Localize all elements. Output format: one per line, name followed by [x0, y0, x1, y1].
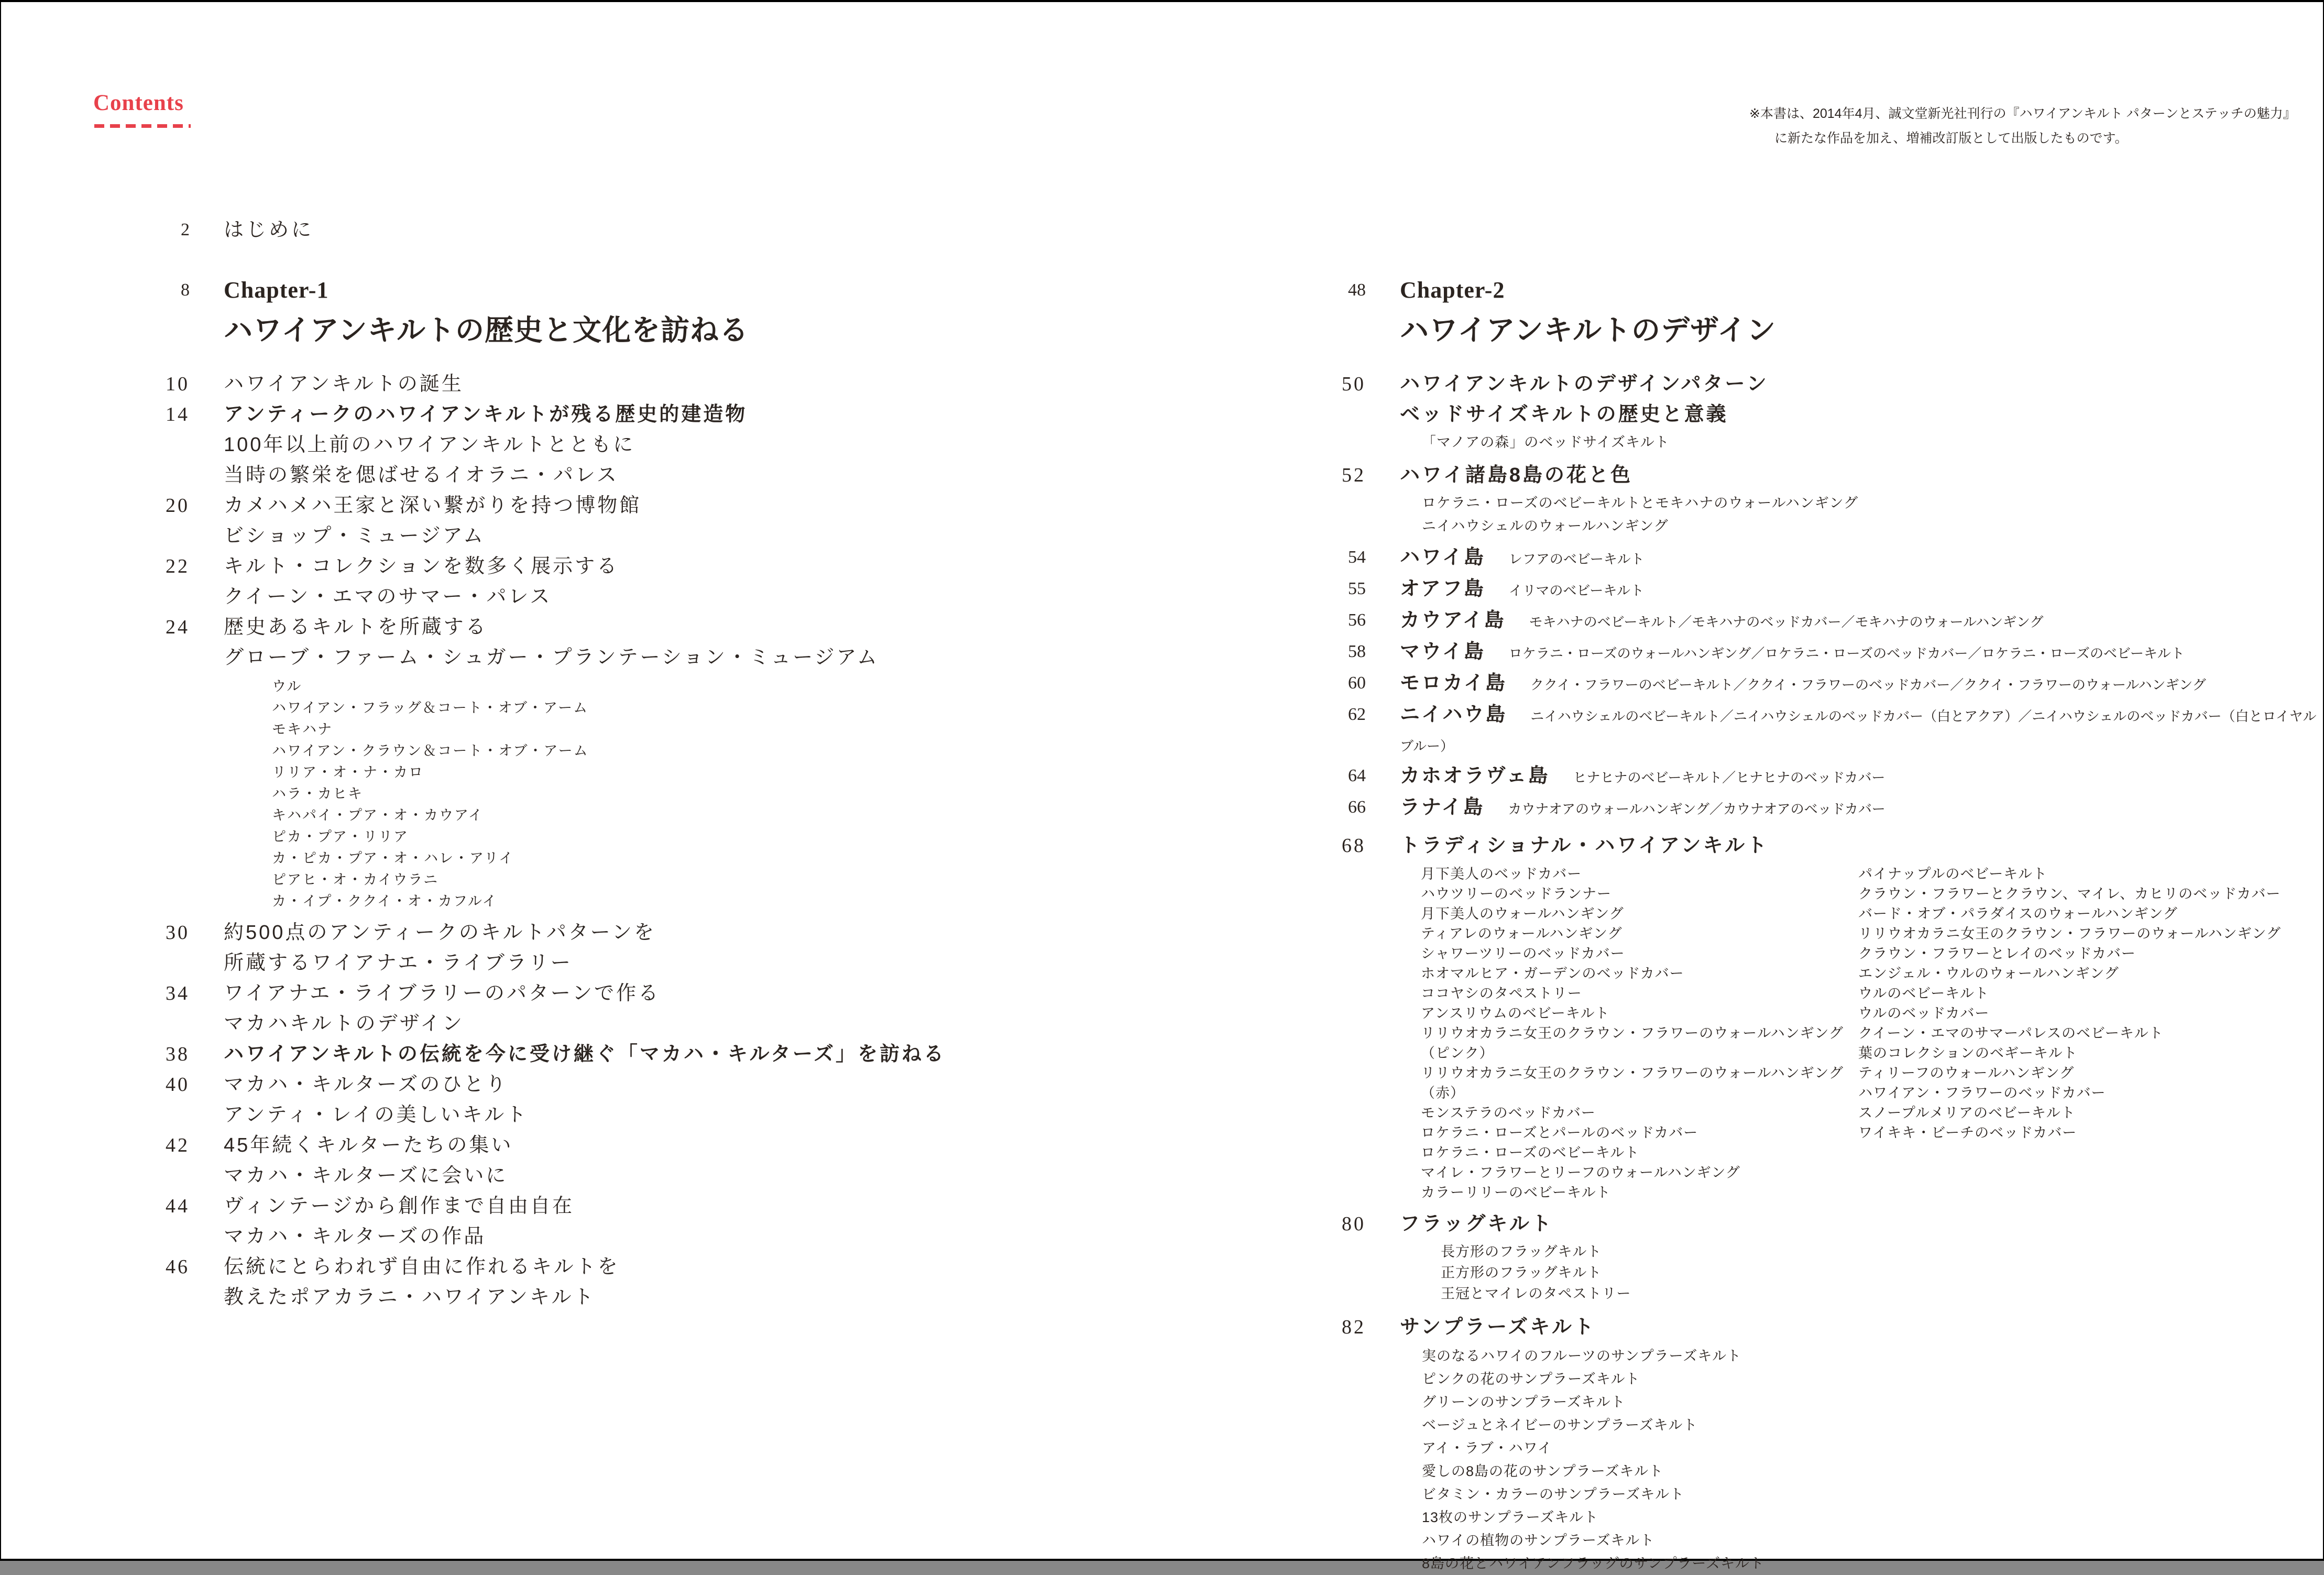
- page-number: 14: [166, 403, 190, 425]
- quilt-name: リリウオカラニ女王のクラウン・フラワーのウォールハンギング（ピンク）: [1421, 1025, 1844, 1061]
- page-number: 30: [166, 922, 190, 944]
- entry-title: 歴史あるキルトを所蔵する: [224, 616, 488, 638]
- page-number: 66: [1348, 797, 1366, 817]
- island-name: モロカイ島: [1400, 672, 1507, 694]
- toc-entry-island: [1306, 701, 2323, 762]
- page-number: 46: [166, 1256, 190, 1278]
- island-name: ニイハウ島: [1400, 704, 1507, 726]
- quilt-name: ウルのベッドカバー: [1858, 1005, 1990, 1021]
- page-number: 22: [166, 555, 190, 577]
- page-number: 64: [1348, 766, 1366, 785]
- quilt-name: ワイキキ・ビーチのベッドカバー: [1858, 1125, 2077, 1141]
- toc-entry: [129, 1069, 946, 1130]
- quilt-name: モンステラのベッドカバー: [1421, 1105, 1596, 1121]
- quilt-name-list: [1422, 1344, 1764, 1575]
- toc-entry-island: [1306, 575, 2323, 607]
- toc-entry: [1306, 1209, 2323, 1312]
- entry-subtitle: ビショップ・ミュージアム: [224, 525, 486, 547]
- entry-title: キルト・コレクションを数多く展示する: [224, 555, 619, 577]
- page-number: 55: [1348, 579, 1366, 598]
- quilt-name: カ・イプ・ククイ・オ・カフルイ: [272, 893, 498, 909]
- entry-title: はじめに: [224, 219, 314, 241]
- page-number: 44: [166, 1195, 190, 1217]
- quilt-name: クラウン・フラワーとクラウン、マイレ、カヒリのベッドカバー: [1858, 886, 2281, 902]
- toc-entry: [129, 917, 946, 978]
- page-number: 54: [1348, 548, 1366, 567]
- toc-entry: [1306, 830, 2323, 1209]
- quilt-name: カラーリリーのベビーキルト: [1421, 1185, 1611, 1200]
- chapter1-title: ハワイアンキルトの歴史と文化を訪ねる: [224, 314, 749, 346]
- entry-subtitle: マカハキルトのデザイン: [224, 1013, 464, 1035]
- page-number: 52: [1342, 464, 1366, 486]
- page-number: 20: [166, 495, 190, 517]
- entry-title: トラディショナル・ハワイアンキルト: [1400, 835, 1769, 857]
- toc-entry: [129, 1191, 946, 1252]
- quilt-name: ロケラニ・ローズとパールのベッドカバー: [1421, 1125, 1698, 1141]
- entry-subtitle: マカハ・キルターズの作品: [224, 1226, 486, 1248]
- quilt-name-columns: [1421, 864, 2281, 1202]
- toc-entry-island: [1306, 544, 2323, 575]
- quilt-name: ウル: [272, 679, 302, 694]
- quilt-name: ホオマルヒア・ガーデンのベッドカバー: [1421, 966, 1684, 981]
- quilt-name: ハワイアン・クラウン＆コート・オブ・アーム: [272, 743, 589, 759]
- quilt-name: 月下美人のベッドカバー: [1421, 866, 1582, 882]
- chapter1-label: Chapter-1: [224, 277, 329, 303]
- chapter2-title: ハワイアンキルトのデザイン: [1400, 314, 1777, 346]
- page-number: 60: [1348, 673, 1366, 693]
- island-quilts: モキハナのベビーキルト／モキハナのベッドカバー／モキハナのウォールハンギング: [1529, 614, 2044, 630]
- quilt-name: ロケラニ・ローズのベビーキルトとモキハナのウォールハンギング: [1422, 495, 1858, 511]
- entry-title: 45年続くキルターたちの集い: [224, 1134, 513, 1156]
- quilt-name: 愛しの8島の花のサンプラーズキルト: [1422, 1463, 1664, 1479]
- quilt-name: ピンクの花のサンプラーズキルト: [1422, 1371, 1640, 1387]
- contents-underline-dashes: [94, 124, 191, 128]
- quilt-name: ハワイの植物のサンプラーズキルト: [1422, 1533, 1655, 1548]
- page-number: 38: [166, 1043, 190, 1065]
- entry-subtitle: アンティ・レイの美しいキルト: [224, 1104, 529, 1126]
- island-quilts: カウナオアのウォールハンギング／カウナオアのベッドカバー: [1508, 801, 1885, 817]
- entry-subtitle: グローブ・ファーム・シュガー・プランテーション・ミュージアム: [224, 647, 879, 669]
- quilt-name: エンジェル・ウルのウォールハンギング: [1858, 966, 2119, 981]
- page-number: 68: [1342, 835, 1366, 857]
- page-number: 80: [1342, 1213, 1366, 1235]
- toc-entry: [129, 551, 946, 612]
- quilt-name: 「マノアの森」のベッドサイズキルト: [1422, 434, 1670, 450]
- quilt-name: ピカ・プア・リリア: [272, 829, 409, 845]
- quilt-name: ベージュとネイビーのサンプラーズキルト: [1422, 1417, 1698, 1433]
- quilt-name: 実のなるハワイのフルーツのサンプラーズキルト: [1422, 1348, 1742, 1364]
- island-name: カウアイ島: [1400, 609, 1506, 631]
- quilt-name: ココヤシのタペストリー: [1421, 986, 1582, 1001]
- island-name: オアフ島: [1400, 578, 1485, 600]
- toc-entry-intro: [129, 215, 314, 249]
- island-quilts: イリマのベビーキルト: [1508, 583, 1645, 598]
- quilt-name-column-right: [1858, 864, 2281, 1202]
- entry-title: ワイアナエ・ライブラリーのパターンで作る: [224, 982, 661, 1004]
- page-number: 34: [166, 982, 190, 1004]
- quilt-name: クイーン・エマのサマーパレスのベビーキルト: [1858, 1025, 2164, 1041]
- chapter1-heading: [129, 275, 749, 353]
- quilt-name: パイナップルのベビーキルト: [1858, 866, 2048, 882]
- island-name: ラナイ島: [1400, 796, 1485, 818]
- entry-subtitle: 教えたポアカラニ・ハワイアンキルト: [224, 1286, 596, 1308]
- toc-entry: [129, 1130, 946, 1191]
- entry-title: ハワイアンキルトの誕生: [224, 373, 464, 395]
- quilt-name: ロケラニ・ローズのベビーキルト: [1421, 1145, 1640, 1161]
- contents-heading: Contents: [93, 91, 184, 115]
- page-number: 24: [166, 616, 190, 638]
- page-number: 42: [166, 1134, 190, 1156]
- entry-subtitle: 100年以上前のハワイアンキルトとともに: [224, 434, 635, 456]
- toc-entry: [1306, 460, 2323, 544]
- island-name: マウイ島: [1400, 641, 1485, 663]
- entry-title: 約500点のアンティークのキルトパターンを: [224, 922, 656, 944]
- quilt-name: アイ・ラブ・ハワイ: [1422, 1440, 1552, 1456]
- toc-entry: [1306, 1312, 2323, 1575]
- page-number: 56: [1348, 610, 1366, 630]
- entry-subtitle: 所蔵するワイアナエ・ライブラリー: [224, 952, 573, 974]
- quilt-name: ピアヒ・オ・カイウラニ: [272, 872, 439, 888]
- quilt-name: 長方形のフラッグキルト: [1441, 1244, 1602, 1260]
- page-number: 62: [1348, 705, 1366, 724]
- quilt-name: シャワーツリーのベッドカバー: [1421, 946, 1625, 961]
- entry-title: サンプラーズキルト: [1400, 1316, 1596, 1338]
- island-quilts: ククイ・フラワーのベビーキルト／ククイ・フラワーのベッドカバー／ククイ・フラワーのウォールハンギング: [1530, 677, 2206, 693]
- quilt-name: グリーンのサンプラーズキルト: [1422, 1394, 1626, 1410]
- entry-title: ハワイアンキルトのデザインパターン: [1400, 373, 1769, 395]
- quilt-name: リリウオカラニ女王のクラウン・フラワーのウォールハンギング（赤）: [1421, 1065, 1844, 1101]
- page-number: 8: [181, 280, 190, 300]
- quilt-name-column-left: [1421, 864, 1858, 1202]
- entry-subtitle: クイーン・エマのサマー・パレス: [224, 586, 552, 608]
- entry-title: マカハ・キルターズのひとり: [224, 1074, 508, 1096]
- quilt-name: アンスリウムのベビーキルト: [1421, 1005, 1610, 1021]
- quilt-name: 13枚のサンプラーズキルト: [1422, 1510, 1599, 1525]
- edition-note-line: に新たな作品を加え、増補改訂版として出版したものです。: [1774, 131, 2128, 146]
- entry-title: ヴィンテージから創作まで自由自在: [224, 1195, 574, 1217]
- island-quilts: ヒナヒナのベビーキルト／ヒナヒナのベッドカバー: [1573, 770, 1885, 785]
- toc-entry: [1306, 369, 2323, 460]
- toc-entry-island: [1306, 762, 2323, 794]
- toc-entry: [129, 612, 946, 917]
- toc-entry: [129, 369, 946, 399]
- quilt-name: キハパイ・プア・オ・カウアイ: [272, 807, 484, 823]
- entry-subtitle: 当時の繁栄を偲ばせるイオラニ・パレス: [224, 464, 619, 486]
- quilt-name: 王冠とマイレのタペストリー: [1441, 1286, 1631, 1301]
- toc-entry-island: [1306, 794, 2323, 825]
- quilt-name: スノープルメリアのベビーキルト: [1858, 1105, 2076, 1121]
- entry-title: カメハメハ王家と深い繋がりを持つ博物館: [224, 495, 642, 517]
- chapter2-heading: [1306, 275, 1776, 353]
- entry-subtitle: マカハ・キルターズに会いに: [224, 1165, 508, 1187]
- quilt-name: カ・ピカ・プア・オ・ハレ・アリイ: [272, 850, 514, 866]
- entry-title: アンティークのハワイアンキルトが残る歴史的建造物: [224, 403, 748, 425]
- page-number: 50: [1342, 373, 1366, 395]
- quilt-name: ティアレのウォールハンギング: [1421, 926, 1623, 942]
- quilt-name: ハワイアン・フラワーのベッドカバー: [1858, 1085, 2106, 1101]
- quilt-name: バード・オブ・パラダイスのウォールハンギング: [1858, 906, 2178, 922]
- quilt-name-list: [1422, 431, 1769, 454]
- island-quilts: ロケラニ・ローズのウォールハンギング／ロケラニ・ローズのベッドカバー／ロケラニ・ローズのベビーキルト: [1508, 646, 2185, 661]
- quilt-name-list: [1441, 1241, 1631, 1304]
- page-number: 2: [181, 220, 190, 239]
- toc-entry-island: [1306, 607, 2323, 638]
- entry-title: 伝統にとらわれず自由に作れるキルトを: [224, 1256, 620, 1278]
- quilt-name: ティリーフのウォールハンギング: [1858, 1065, 2075, 1081]
- page-number: 48: [1348, 280, 1366, 300]
- entry-title: ハワイ諸島8島の花と色: [1400, 464, 1632, 486]
- edition-note-line: ※本書は、2014年4月、誠文堂新光社刊行の『ハワイアンキルト パターンとステッチの魅力』: [1749, 106, 2296, 121]
- toc-entry: [129, 1252, 946, 1312]
- toc-entry-island: [1306, 638, 2323, 670]
- island-name: カホオラヴェ島: [1400, 765, 1550, 787]
- quilt-name: クラウン・フラワーとレイのベッドカバー: [1858, 946, 2136, 961]
- quilt-name: ハワイアン・フラッグ＆コート・オブ・アーム: [272, 700, 589, 716]
- entry-title: フラッグキルト: [1400, 1213, 1553, 1235]
- edition-note: [1749, 102, 2315, 151]
- toc-entry: [129, 1039, 946, 1069]
- page-number: 10: [166, 373, 190, 395]
- quilt-name: リリウオカラニ女王のクラウン・フラワーのウォールハンギング: [1858, 926, 2281, 942]
- quilt-name: 8島の花とハワイアンフラッグのサンプラーズキルト: [1422, 1556, 1764, 1571]
- toc-entry: [129, 399, 946, 490]
- island-quilts: レフアのベビーキルト: [1508, 551, 1645, 567]
- quilt-name: リリア・オ・ナ・カロ: [272, 764, 424, 780]
- page-number: 58: [1348, 642, 1366, 661]
- quilt-name: ウルのベビーキルト: [1858, 986, 1989, 1001]
- toc-entry-island: [1306, 670, 2323, 701]
- quilt-name: ニイハウシェルのウォールハンギング: [1422, 518, 1669, 534]
- quilt-name: マイレ・フラワーとリーフのウォールハンギング: [1421, 1165, 1740, 1180]
- quilt-name: 月下美人のウォールハンギング: [1421, 906, 1624, 922]
- quilt-name: ビタミン・カラーのサンプラーズキルト: [1422, 1486, 1685, 1502]
- quilt-name: 葉のコレクションのベギーキルト: [1858, 1045, 2078, 1061]
- entry-subtitle: ベッドサイズキルトの歴史と意義: [1400, 403, 1728, 425]
- quilt-name: モキハナ: [272, 721, 333, 737]
- quilt-name-list: [272, 676, 879, 912]
- island-name: ハワイ島: [1400, 546, 1485, 568]
- toc-entry: [129, 490, 946, 551]
- chapter2-label: Chapter-2: [1400, 277, 1505, 303]
- quilt-name-list: [1422, 491, 1858, 538]
- island-quilts: ニイハウシェルのベビーキルト／ニイハウシェルのベッドカバー（白とアクア）／ニイハウシェルのベッドカバー（白とロイヤルブルー）: [1400, 708, 2317, 754]
- toc-entry: [129, 978, 946, 1039]
- page-number: 82: [1342, 1316, 1366, 1338]
- quilt-name: ハラ・カヒキ: [272, 786, 363, 802]
- page-number: 40: [166, 1074, 190, 1096]
- quilt-name: 正方形のフラッグキルト: [1441, 1265, 1602, 1281]
- entry-title: ハワイアンキルトの伝統を今に受け継ぐ「マカハ・キルターズ」を訪ねる: [224, 1043, 946, 1065]
- quilt-name: ハウツリーのベッドランナー: [1421, 886, 1612, 902]
